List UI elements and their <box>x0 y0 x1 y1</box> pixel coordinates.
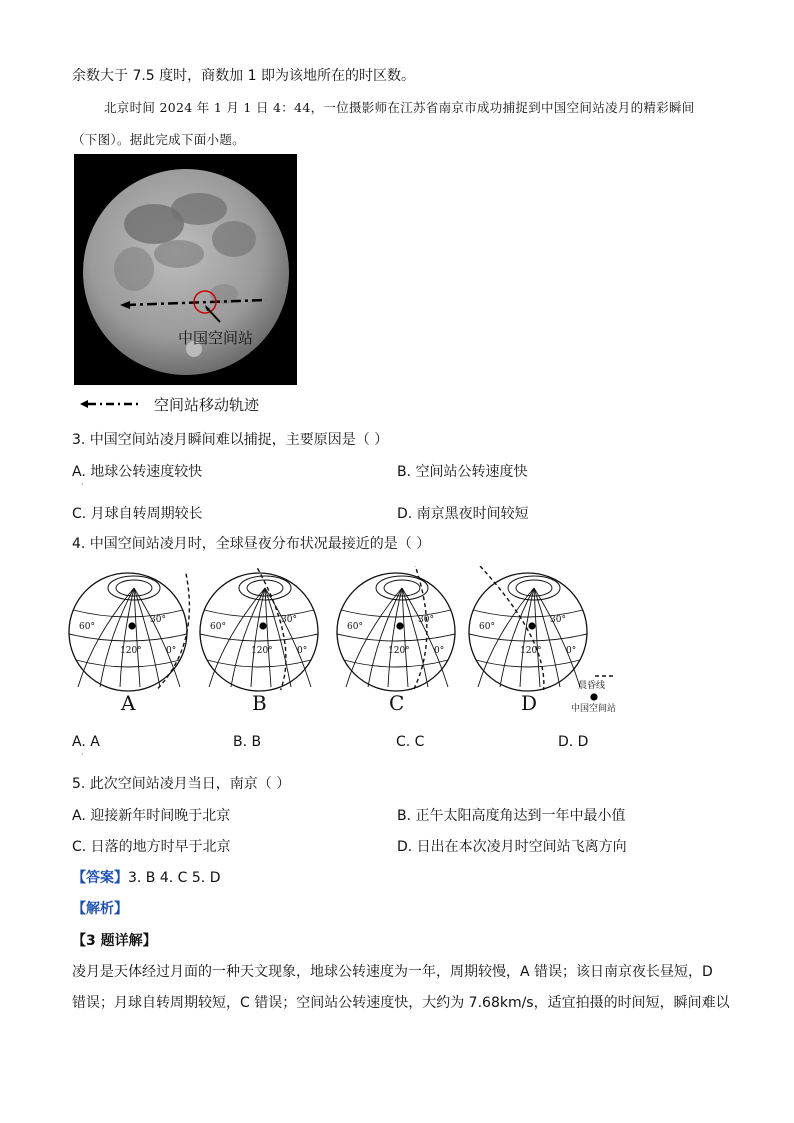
q3-detail-tag: 【3 题详解】 <box>72 933 157 949</box>
lon-label: 0° <box>166 646 177 656</box>
station-label: 中国空间站 <box>178 329 254 347</box>
q3-option-b[interactable]: B. 空间站公转速度快 <box>397 464 528 480</box>
station-dot <box>528 622 535 629</box>
moon-illustration <box>74 154 297 385</box>
q4-option-c[interactable]: C. C <box>396 734 425 750</box>
lon-label: 0° <box>297 646 308 656</box>
passage-line-1: 北京时间 2024 年 1 月 1 日 4：44，一位摄影师在江苏省南京市成功捕捉到中国空间站凌月的精彩瞬间 <box>104 100 695 115</box>
station-dot <box>396 622 403 629</box>
q3-stem: 3. 中国空间站凌月瞬间难以捕捉，主要原因是（ ） <box>72 432 389 448</box>
passage-line-2: （下图）。据此完成下面小题。 <box>72 132 245 147</box>
lon-label: 120° <box>120 646 142 656</box>
q5-option-b[interactable]: B. 正午太阳高度角达到一年中最小值 <box>397 808 626 824</box>
q4-stem: 4. 中国空间站凌月时，全球昼夜分布状况最接近的是（ ） <box>72 536 431 552</box>
station-dot <box>128 622 135 629</box>
globe-letter: D <box>521 691 538 715</box>
lon-label: 60° <box>210 622 226 632</box>
lon-label: 0° <box>566 646 577 656</box>
analysis-tag: 【解析】 <box>72 901 128 917</box>
lon-label: 30° <box>281 615 297 625</box>
lon-label: 60° <box>79 622 95 632</box>
answer-tag: 【答案】 <box>72 870 128 886</box>
q5-option-a[interactable]: A. 迎接新年时间晚于北京 <box>72 808 231 824</box>
answer-line <box>72 868 220 888</box>
globe-letter: A <box>121 691 136 715</box>
q5-stem: 5. 此次空间站凌月当日，南京（ ） <box>72 776 291 792</box>
q4-option-a[interactable]: A. A <box>72 734 100 750</box>
q3-option-a[interactable]: A. 地球公转速度较快 <box>72 464 203 480</box>
legend-label: 空间站移动轨迹 <box>154 396 260 414</box>
globe-letter: C <box>389 691 405 715</box>
lon-label: 60° <box>479 622 495 632</box>
q3-option-c[interactable]: C. 月球自转周期较长 <box>72 506 203 522</box>
q5-option-c[interactable]: C. 日落的地方时早于北京 <box>72 839 231 855</box>
trajectory-legend-icon <box>78 394 148 416</box>
lon-label: 120° <box>388 646 410 656</box>
station-legend-label: 中国空间站 <box>571 704 617 714</box>
lon-label: 0° <box>434 646 445 656</box>
globe-c <box>337 566 455 715</box>
answer-text: 3. B 4. C 5. D <box>128 870 221 886</box>
globe-a <box>69 573 189 715</box>
q4-option-d[interactable]: D. D <box>558 734 589 750</box>
q4-option-b[interactable]: B. B <box>233 734 262 750</box>
globe-d <box>469 566 587 715</box>
lon-label: 60° <box>347 622 363 632</box>
terminator-legend-label: 晨昏线 <box>578 681 606 691</box>
q5-option-d[interactable]: D. 日出在本次凌月时空间站飞离方向 <box>397 839 627 855</box>
moon-photo <box>74 154 297 385</box>
lon-label: 30° <box>418 615 434 625</box>
globe-b <box>200 566 318 715</box>
station-legend-dot <box>590 693 597 700</box>
globe-figures-svg <box>68 566 638 716</box>
lon-label: 30° <box>150 615 166 625</box>
globe-figures <box>68 566 638 716</box>
detail-line-2: 错误；月球自转周期较短，C 错误；空间站公转速度快，大约为 7.68km/s，适宜拍摄的时间短，瞬间难以 <box>72 995 730 1011</box>
detail-line-1: 凌月是天体经过月面的一种天文现象，地球公转速度为一年，周期较慢，A 错误；该日南京夜长昼短，D <box>72 964 713 980</box>
station-dot <box>259 622 266 629</box>
lon-label: 120° <box>251 646 273 656</box>
q3-option-d[interactable]: D. 南京黑夜时间较短 <box>397 506 529 522</box>
globe-letter: B <box>252 691 267 715</box>
lon-label: 30° <box>550 615 566 625</box>
intro-line: 余数大于 7.5 度时，商数加 1 即为该地所在的时区数。 <box>72 68 415 84</box>
lon-label: 120° <box>520 646 542 656</box>
